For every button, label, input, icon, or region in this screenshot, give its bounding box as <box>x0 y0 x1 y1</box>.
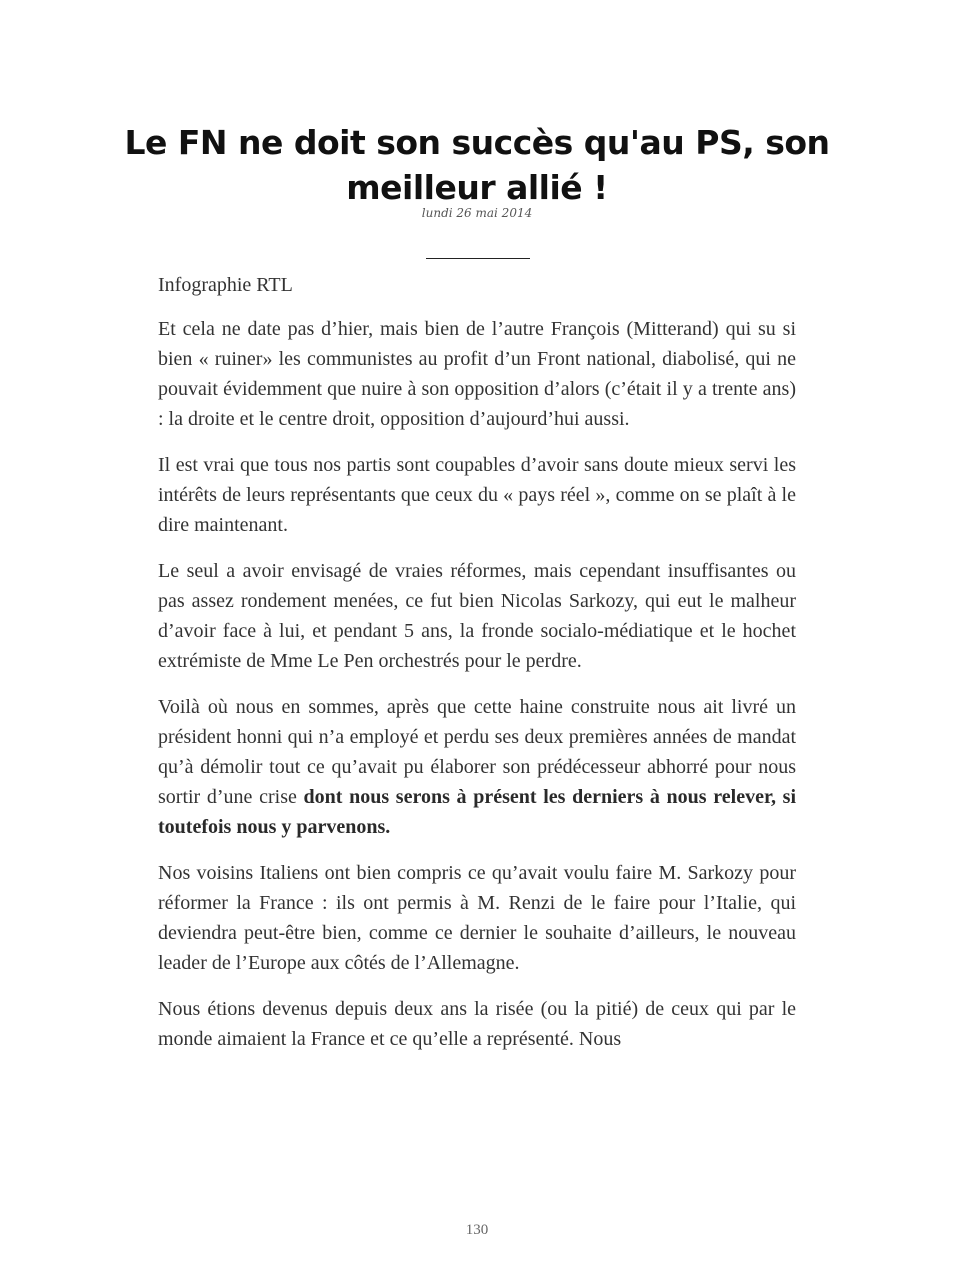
paragraph-5: Nos voisins Italiens ont bien compris ce qu’avait voulu faire M. Sarkozy pour réformer la France : ils ont permis à M. Renzi de le faire pour l’Italie, qui deviendra peut-être bien, comme ce dernier le souhaite d’ailleurs, le nouveau leader de l’Europe aux côtés de l’Allemagne. <box>158 862 796 974</box>
article-title: Le FN ne doit son succès qu'au PS, son meilleur allié ! <box>124 123 830 207</box>
paragraph-1: Et cela ne date pas d’hier, mais bien de l’autre François (Mitterand) qui su si bien « ruiner» les communistes au profit d’un Front national, diabolisé, qui ne pouvait évidemment que nuire à son opposition d’alors (c’était il y a trente ans) : la droite et le centre droit, opposition d’aujourd’hui aussi. <box>158 318 796 430</box>
paragraph-3: Le seul a avoir envisagé de vraies réformes, mais cependant insuffisantes ou pas assez rondement menées, ce fut bien Nicolas Sarkozy, qui eut le malheur d’avoir face à lui, et pendant 5 ans, la fronde socialo-médiatique et le hochet extrémiste de Mme Le Pen orchestrés pour le perdre. <box>158 560 796 672</box>
article-date: lundi 26 mai 2014 <box>421 206 533 220</box>
article-body <box>158 270 796 1070</box>
paragraph-6: Nous étions devenus depuis deux ans la risée (ou la pitié) de ceux qui par le monde aimaient la France et ce qu’elle a représenté. Nous <box>158 998 796 1050</box>
paragraph-4: Voilà où nous en sommes, après que cette haine construite nous ait livré un président honni qui n’a employé et perdu ses deux premières années de mandat qu’à démolir tout ce qu’avait pu élaborer son prédécesseur abhorré pour nous sortir d’une crise dont nous serons à présent les derniers à nous relever, si toutefois nous y parvenons. <box>158 696 796 838</box>
page-number: 130 <box>465 1222 489 1238</box>
title-separator <box>426 258 530 259</box>
image-caption: Infographie RTL <box>158 274 293 296</box>
paragraph-2: Il est vrai que tous nos partis sont coupables d’avoir sans doute mieux servi les intérêts de leurs représentants que ceux du « pays réel », comme on se plaît à le dire maintenant. <box>158 454 796 536</box>
paragraph-4-emphasis: dont nous serons à présent les derniers à nous relever, si toutefois nous y parvenons. <box>158 786 796 838</box>
